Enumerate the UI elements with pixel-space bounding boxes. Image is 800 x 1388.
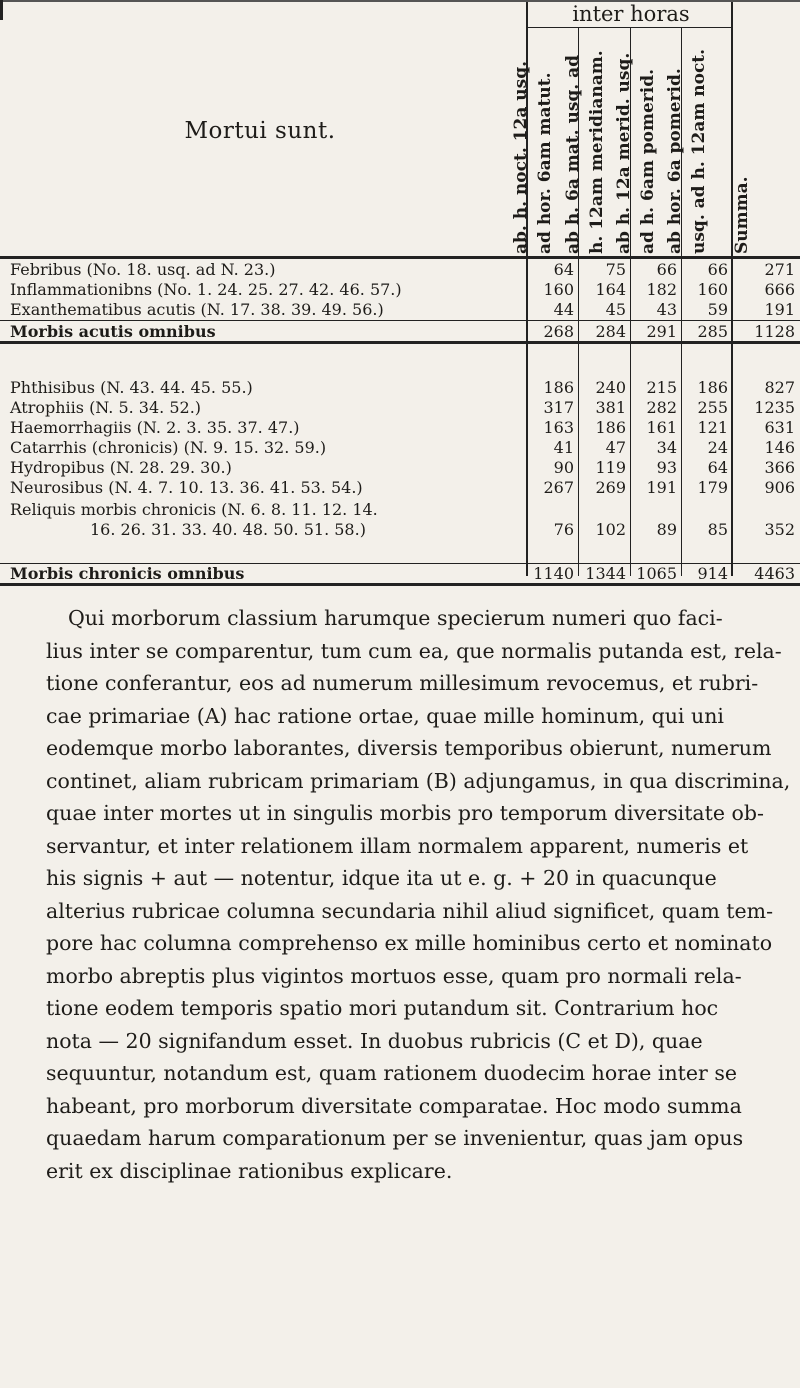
col-header-4-line2: usq. ad h. 12am noct. (689, 48, 709, 254)
paragraph-line: servantur, et inter relationem illam normalem apparent, numeris et (46, 833, 749, 858)
cell: 631 (764, 418, 795, 437)
row-label: Morbis chronicis omnibus (10, 564, 245, 583)
cell: 291 (646, 322, 677, 341)
cell: 827 (764, 378, 795, 397)
cell: 47 (605, 438, 626, 457)
cell: 163 (543, 418, 574, 437)
col-header-1-line1: ab. h. noct. 12a usq. (511, 60, 531, 254)
col-header-4-line1: ab hor. 6a pomerid. (665, 68, 685, 254)
row-label-continued: 16. 26. 31. 33. 40. 48. 50. 51. 58.) (90, 520, 366, 539)
cell: 160 (697, 280, 728, 299)
cell: 1140 (533, 564, 574, 583)
cell: 93 (656, 458, 677, 477)
cell: 268 (543, 322, 574, 341)
row-label: Reliquis morbis chronicis (N. 6. 8. 11. 12. 14. (10, 500, 378, 519)
stub-header: Mortui sunt. (184, 118, 336, 144)
cell: 271 (764, 260, 795, 279)
cell: 1128 (754, 322, 795, 341)
table-row (0, 280, 800, 300)
paragraph-line: lius inter se comparentur, tum cum ea, que normalis putanda est, rela- (46, 638, 782, 663)
col-header-3-line2: ad h. 6am pomerid. (638, 68, 658, 254)
row-label: Catarrhis (chronicis) (N. 9. 15. 32. 59.) (10, 438, 327, 457)
paragraph-line: continet, aliam rubricam primariam (B) adjungamus, in qua discrimina, (46, 768, 791, 793)
cell: 24 (707, 438, 728, 457)
cell: 267 (543, 478, 574, 497)
cell: 43 (656, 300, 677, 319)
cell: 164 (595, 280, 626, 299)
cell: 240 (595, 378, 626, 397)
table-row (0, 260, 800, 280)
cell: 66 (656, 260, 677, 279)
cell: 160 (543, 280, 574, 299)
paragraph-line: habeant, pro morborum diversitate comparatae. Hoc modo summa (46, 1093, 742, 1118)
cell: 45 (605, 300, 626, 319)
paragraph-line: quaedam harum comparationum per se invenientur, quas jam opus (46, 1126, 744, 1150)
cell: 191 (646, 478, 677, 497)
cell: 4463 (754, 564, 795, 583)
cell: 352 (764, 520, 795, 539)
table-row (0, 478, 800, 498)
cell: 121 (697, 418, 728, 437)
paragraph-line: sequuntur, notandum est, quam rationem duodecim horae inter se (46, 1061, 737, 1085)
paragraph-line: tione eodem temporis spatio mori putandum sit. Contrarium hoc (46, 996, 719, 1020)
group-underline (528, 27, 732, 28)
body-paragraph (46, 602, 800, 1187)
paragraph-line: erit ex disciplinae rationibus explicare. (46, 1158, 453, 1183)
table-row (0, 418, 800, 438)
row-label: Neurosibus (N. 4. 7. 10. 13. 36. 41. 53. 54.) (10, 478, 363, 497)
mortality-table (0, 0, 800, 583)
col-header-2-line1: ab h. 6a mat. usq. ad (563, 54, 583, 254)
cell: 366 (764, 458, 795, 477)
group-header: inter horas (572, 2, 690, 26)
cell: 381 (595, 398, 626, 417)
col-header-1-line2: ad hor. 6am matut. (535, 72, 555, 254)
table-row-reliquis-line2 (0, 520, 800, 540)
cell: 119 (595, 458, 626, 477)
cell: 90 (553, 458, 574, 477)
paragraph-line: his signis + aut — notentur, idque ita ut e. g. + 20 in quacunque (46, 866, 717, 890)
row-label: Febribus (No. 18. usq. ad N. 23.) (10, 260, 276, 279)
cell: 255 (697, 398, 728, 417)
paragraph-line: Qui morborum classium harumque specierum numeri quo faci- (68, 606, 723, 630)
cell: 75 (605, 260, 626, 279)
col-header-3-line1: ab h. 12a merid. usq. (614, 52, 634, 254)
cell: 44 (553, 300, 574, 319)
cell: 64 (707, 458, 728, 477)
paragraph-line: cae primariae (A) hac ratione ortae, quae mille hominum, qui uni (46, 703, 724, 728)
cell: 34 (656, 438, 677, 457)
row-label: Morbis acutis omnibus (10, 322, 216, 341)
col-header-5-line1: Summa. (732, 176, 752, 254)
chronic-total-row (0, 564, 800, 584)
table-row (0, 378, 800, 398)
table-row (0, 458, 800, 478)
cell: 85 (707, 520, 728, 539)
paragraph-line: nota — 20 signifandum esset. In duobus rubricis (C et D), quae (46, 1028, 703, 1053)
row-label: Haemorrhagiis (N. 2. 3. 35. 37. 47.) (10, 418, 300, 437)
col-header-2-line2: h. 12am meridianam. (587, 50, 607, 254)
cell: 186 (697, 378, 728, 397)
cell: 66 (707, 260, 728, 279)
header-rule (0, 256, 800, 259)
cell: 64 (553, 260, 574, 279)
paragraph-line: tione conferantur, eos ad numerum millesimum revocemus, et rubri- (46, 671, 759, 695)
acute-total-row (0, 322, 800, 342)
cell: 1344 (585, 564, 626, 583)
cell: 215 (646, 378, 677, 397)
cell: 317 (543, 398, 574, 417)
cell: 1235 (754, 398, 795, 417)
cell: 161 (646, 418, 677, 437)
cell: 59 (707, 300, 728, 319)
cell: 666 (764, 280, 795, 299)
table-row-reliquis-line1 (0, 500, 800, 520)
cell: 76 (553, 520, 574, 539)
cell: 906 (764, 478, 795, 497)
cell: 146 (764, 438, 795, 457)
cell: 89 (656, 520, 677, 539)
row-label: Hydropibus (N. 28. 29. 30.) (10, 458, 232, 477)
paragraph-line: morbo abreptis plus vigintos mortuos esse, quam pro normali rela- (46, 963, 742, 988)
cell: 269 (595, 478, 626, 497)
cell: 285 (697, 322, 728, 341)
cell: 914 (697, 564, 728, 583)
row-label: Atrophiis (N. 5. 34. 52.) (10, 398, 202, 417)
cell: 186 (595, 418, 626, 437)
paragraph-line: alterius rubricae columna secundaria nihil aliud significet, quam tem- (46, 898, 774, 923)
cell: 282 (646, 398, 677, 417)
cell: 41 (553, 438, 574, 457)
row-label: Phthisibus (N. 43. 44. 45. 55.) (10, 378, 253, 397)
row-label: Exanthematibus acutis (N. 17. 38. 39. 49. 56.) (10, 300, 384, 319)
table-row (0, 438, 800, 458)
table-row (0, 300, 800, 320)
paragraph-line: quae inter mortes ut in singulis morbis pro temporum diversitate ob- (46, 801, 764, 825)
cell: 186 (543, 378, 574, 397)
table-row (0, 398, 800, 418)
cell: 179 (697, 478, 728, 497)
cell: 284 (595, 322, 626, 341)
row-label: Inflammationibns (No. 1. 24. 25. 27. 42. 46. 57.) (10, 280, 402, 299)
acute-sum-rule-top (0, 320, 800, 321)
cell: 102 (595, 520, 626, 539)
paragraph-line: eodemque morbo laborantes, diversis temporibus obierunt, numerum (46, 736, 772, 760)
cell: 1065 (636, 564, 677, 583)
cell: 191 (764, 300, 795, 319)
cell: 182 (646, 280, 677, 299)
paragraph-line: pore hac columna comprehenso ex mille hominibus certo et nominato (46, 931, 773, 955)
